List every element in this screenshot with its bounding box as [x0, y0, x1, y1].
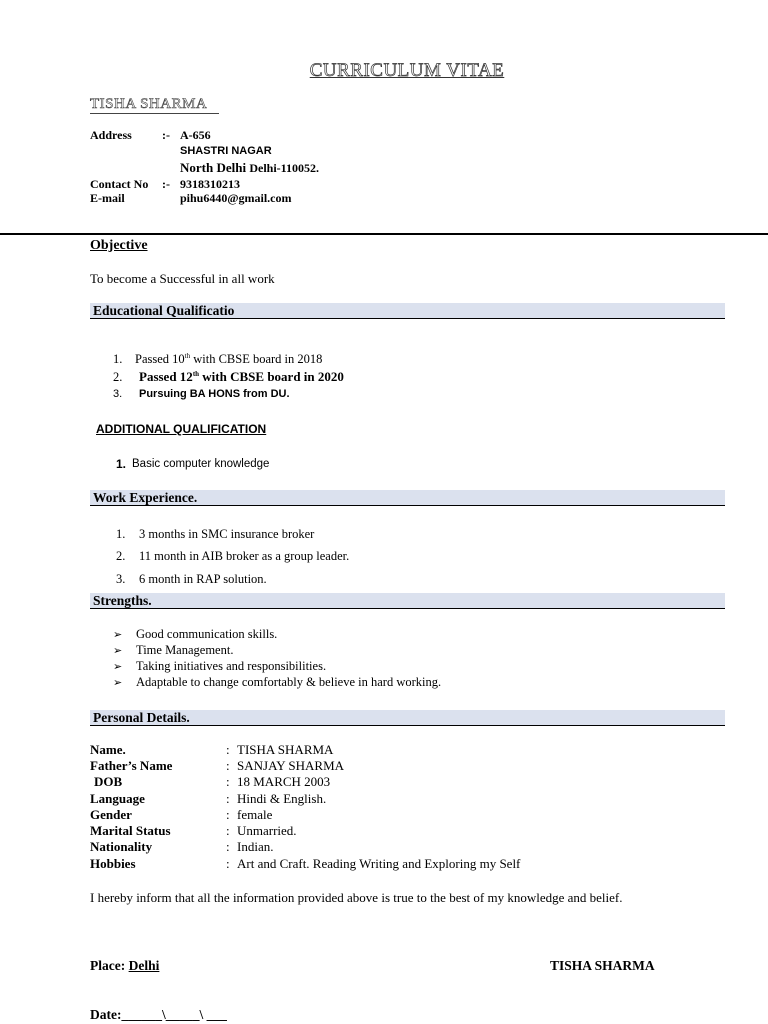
- detail-key: Name.: [90, 742, 126, 757]
- candidate-name-heading: TISHA SHARMA: [90, 96, 219, 114]
- list-item: 3 months in SMC insurance broker: [139, 527, 315, 541]
- place-value: Delhi: [128, 958, 160, 973]
- document-title: CURRICULUM VITAE: [309, 60, 505, 81]
- list-item-number: 3.: [113, 388, 123, 400]
- list-item-number: 1.: [116, 527, 126, 541]
- signature-name: TISHA SHARMA: [550, 958, 655, 973]
- list-item-number: 1.: [116, 457, 127, 471]
- detail-key: Hobbies: [90, 856, 136, 871]
- contact-number: 9318310213: [180, 177, 240, 191]
- detail-colon: :: [226, 791, 230, 806]
- list-item: Taking initiatives and responsibilities.: [136, 659, 327, 673]
- objective-heading: Objective: [90, 238, 148, 253]
- detail-key: DOB: [94, 774, 123, 789]
- date-label: Date:: [90, 1007, 122, 1022]
- list-item: Passed 10th with CBSE board in 2018: [135, 352, 323, 366]
- detail-value: SANJAY SHARMA: [237, 758, 345, 773]
- list-item-number: 1.: [113, 352, 123, 366]
- list-item: 6 month in RAP solution.: [139, 572, 267, 586]
- detail-key: Nationality: [90, 839, 153, 854]
- bullet-arrow-icon: ➢: [113, 660, 123, 673]
- detail-colon: :: [226, 856, 230, 871]
- bullet-arrow-icon: ➢: [113, 644, 123, 657]
- detail-value: Hindi & English.: [237, 791, 327, 806]
- detail-colon: :: [226, 774, 230, 789]
- bullet-arrow-icon: ➢: [113, 676, 123, 689]
- contact-separator: :-: [162, 177, 170, 191]
- detail-colon: :: [226, 839, 230, 854]
- email-value: pihu6440@gmail.com: [180, 191, 292, 205]
- education-heading: Educational Qualificatio: [90, 303, 725, 319]
- detail-key: Marital Status: [90, 823, 171, 838]
- detail-key: Language: [90, 791, 145, 806]
- detail-value: Art and Craft. Reading Writing and Exploring my Self: [237, 856, 521, 871]
- declaration-text: I hereby inform that all the information provided above is true to the best of my knowledge and belief.: [90, 890, 623, 905]
- detail-colon: :: [226, 742, 230, 757]
- list-item: Pursuing BA HONS from DU.: [139, 388, 290, 400]
- address-line-1: A-656: [180, 128, 211, 142]
- list-item: Adaptable to change comfortably & believe in hard working.: [136, 675, 442, 689]
- additional-qualification-heading: ADDITIONAL QUALIFICATION: [96, 422, 267, 436]
- detail-colon: :: [226, 807, 230, 822]
- header-divider: [0, 233, 768, 235]
- address-line-3: North Delhi Delhi-110052.: [180, 160, 320, 175]
- list-item: Passed 12th with CBSE board in 2020: [139, 369, 344, 384]
- strengths-heading: Strengths.: [90, 593, 725, 609]
- list-item: Basic computer knowledge: [132, 458, 270, 470]
- address-separator: :-: [162, 128, 170, 142]
- detail-value: female: [237, 807, 273, 822]
- list-item-number: 2.: [116, 549, 126, 563]
- date-line: [90, 1007, 227, 1023]
- list-item: Good communication skills.: [136, 627, 278, 641]
- place-line: [90, 958, 159, 974]
- personal-details-heading: Personal Details.: [90, 710, 725, 726]
- contact-label: Contact No: [90, 177, 149, 191]
- place-label: Place:: [90, 958, 126, 973]
- list-item-number: 2.: [113, 370, 123, 384]
- address-label: Address: [90, 128, 132, 142]
- detail-value: TISHA SHARMA: [237, 742, 334, 757]
- detail-value: Unmarried.: [237, 823, 297, 838]
- date-blank: ______\_____\ ___: [121, 1007, 227, 1022]
- work-experience-heading: Work Experience.: [90, 490, 725, 506]
- detail-key: Gender: [90, 807, 132, 822]
- email-label: E-mail: [90, 191, 125, 205]
- detail-value: Indian.: [237, 839, 274, 854]
- detail-colon: :: [226, 758, 230, 773]
- bullet-arrow-icon: ➢: [113, 628, 123, 641]
- detail-value: 18 MARCH 2003: [237, 774, 331, 789]
- list-item: 11 month in AIB broker as a group leader.: [139, 549, 350, 563]
- detail-key: Father’s Name: [90, 758, 173, 773]
- address-line-2: SHASTRI NAGAR: [180, 145, 272, 157]
- list-item: Time Management.: [136, 643, 234, 657]
- objective-text: To become a Successful in all work: [90, 271, 275, 286]
- list-item-number: 3.: [116, 572, 126, 586]
- detail-colon: :: [226, 823, 230, 838]
